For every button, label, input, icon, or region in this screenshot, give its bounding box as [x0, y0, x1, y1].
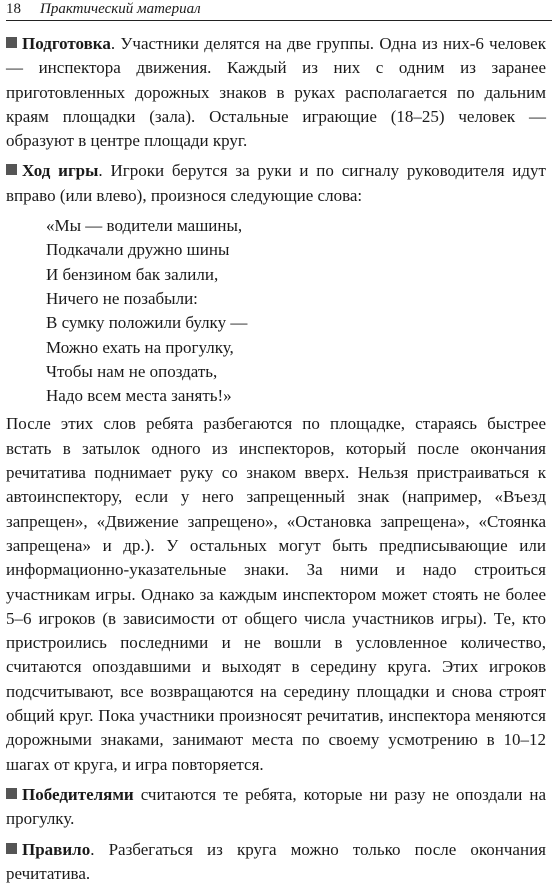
running-header: [6, 0, 552, 21]
square-bullet-icon: [6, 164, 17, 175]
poem-line: «Мы — водители машины,: [46, 216, 243, 236]
paragraph-rule: [6, 838, 546, 887]
square-bullet-icon: [6, 37, 17, 48]
poem-line: Надо всем места занять!»: [46, 386, 232, 406]
term-preparation: Подготовка: [22, 34, 111, 53]
page-number: 18: [6, 1, 21, 17]
paragraph-game-flow: [6, 159, 546, 208]
term-game-flow: Ход игры: [22, 161, 99, 181]
rule-text: . Разбегаться из круга можно только после окончания речитатива.: [6, 839, 546, 883]
paragraph-winners: [6, 783, 546, 832]
poem-line: В сумку положили булку —: [46, 313, 248, 333]
term-rule: Правило: [22, 839, 91, 859]
poem-line: И бензином бак залили,: [46, 264, 219, 284]
preparation-text: . Участники делятся на две группы. Одна из них-6 человек — инспектора движения. Каждый из них с одним из заранее приготовленных дорожных знаков в руках располагается по дальним краям площадки (зала). Остальные играющие (18–25) человек — образуют в центре площади круг.: [6, 34, 546, 151]
paragraph-after-poem: После этих слов ребята разбегаются по площадке, стараясь быстрее встать в затылок одного из инспекторов, который после окончания речитатива поднимает руку со знаком вверх. Нельзя пристраиваться к автоинспектору, если у него запрещенный знак (например, «Въезд запрещен», «Движение запрещено», «Остановка запрещена», «Стоянка запрещена» и др.). У остальных могут быть предписывающие или информационно-указательные знаки. За ними и надо строиться участникам игры. Однако за каждым инспектором может стоять не более 5–6 игроков (в зависимости от общего числа участников игры). Те, кто пристроились последними и не вошли в условленное количество, считаются опоздавшими и выходят в середину круга. Этих игроков подсчитывают, все возвращаются на середину площадки и снова строят общий круг. Пока участники произносят речитатив, инспектора меняются дорожными знаками, занимают места по своему усмотрению в 10–12 шагах от круга, и игра повторяется.: [6, 414, 546, 774]
page-body: [6, 32, 546, 892]
paragraph-preparation: [6, 32, 546, 153]
poem-line: Подкачали дружно шины: [46, 240, 230, 260]
winners-text: считаются те ребята, которые ни разу не опоздали на прогулку.: [6, 784, 546, 829]
poem-line: Ничего не позабыли:: [46, 288, 198, 308]
square-bullet-icon: [6, 843, 17, 854]
running-title: Практический материал: [40, 1, 201, 17]
poem-line: Можно ехать на прогулку,: [46, 337, 234, 357]
square-bullet-icon: [6, 788, 17, 799]
poem-line: Чтобы нам не опоздать,: [46, 361, 218, 381]
recitative-poem: [6, 214, 546, 408]
game-flow-text: . Игроки берутся за руки и по сигналу руководителя идут вправо (или влево), произнося следующие слова:: [6, 161, 546, 205]
term-winners: Победителями: [22, 784, 134, 804]
